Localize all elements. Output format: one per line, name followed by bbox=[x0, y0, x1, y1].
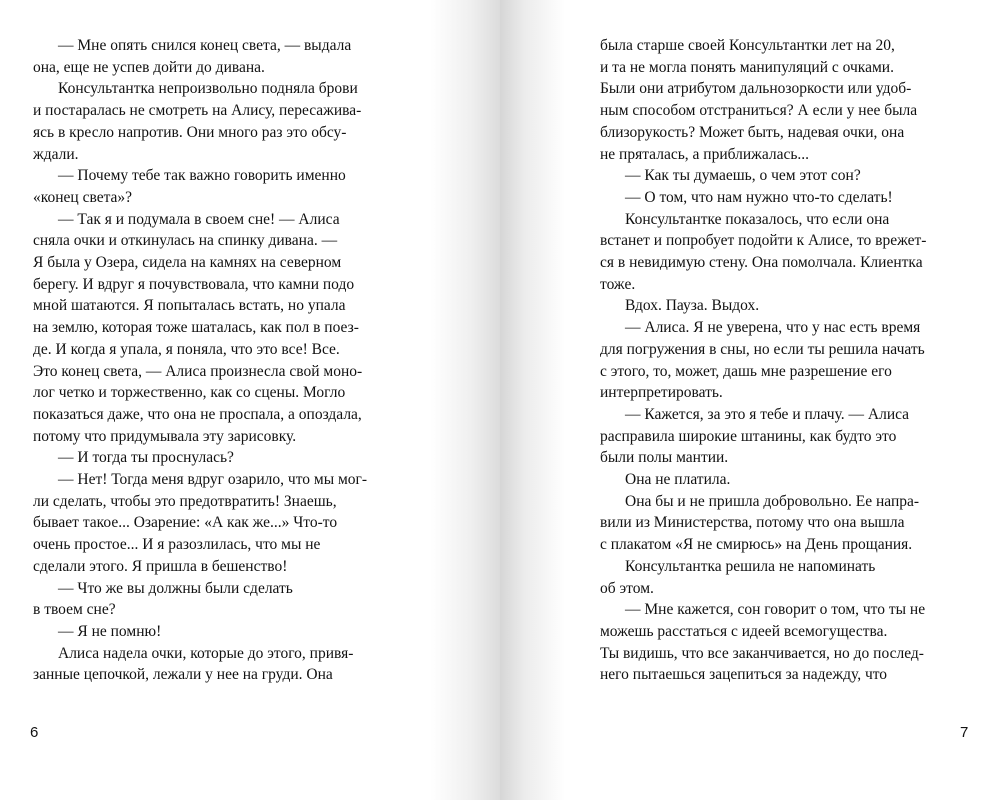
text-line: с этого, то, может, дашь мне разрешение его bbox=[600, 362, 892, 380]
right-page-text bbox=[600, 35, 926, 686]
text-line: и та не могла понять манипуляций с очками. bbox=[600, 58, 894, 76]
text-line: — И тогда ты проснулась? bbox=[58, 449, 234, 467]
text-line: лог четко и торжественно, как со сцены. Могло bbox=[33, 384, 346, 402]
text-line: потому что придумывала эту зарисовку. bbox=[33, 427, 297, 445]
text-line: Ты видишь, что все заканчивается, но до послед- bbox=[600, 644, 924, 662]
text-line: Консультантка решила не напоминать bbox=[625, 557, 876, 575]
text-line: можешь расстаться с идеей всемогущества. bbox=[600, 622, 888, 640]
left-page-number: 6 bbox=[30, 724, 39, 741]
text-line: сняла очки и откинулась на спинку дивана. — bbox=[33, 232, 338, 250]
text-line: Она не платила. bbox=[625, 471, 731, 489]
text-line: берегу. И вдруг я почувствовала, что камни подо bbox=[33, 275, 355, 293]
text-line: не пряталась, а приближалась... bbox=[600, 145, 810, 163]
text-line: она, еще не успев дойти до дивана. bbox=[33, 58, 265, 76]
text-line: мной шатаются. Я попыталась встать, но упала bbox=[33, 297, 346, 315]
text-line: встанет и попробует подойти к Алисе, то врежет- bbox=[600, 232, 927, 250]
text-line: — О том, что нам нужно что-то сделать! bbox=[625, 188, 893, 206]
right-page-number: 7 bbox=[960, 724, 969, 741]
text-line: Консультантка непроизвольно подняла брови bbox=[58, 80, 358, 98]
text-line: — Кажется, за это я тебе и плачу. — Алиса bbox=[625, 405, 910, 423]
text-line: сделали этого. Я пришла в бешенство! bbox=[33, 557, 288, 575]
text-line: об этом. bbox=[600, 579, 654, 597]
left-page-text bbox=[33, 35, 367, 686]
text-line: него пытаешься зацепиться за надежду, что bbox=[600, 666, 888, 684]
text-line: Консультантке показалось, что если она bbox=[625, 210, 890, 228]
text-line: ным способом отстраниться? А если у нее была bbox=[600, 102, 918, 120]
text-line: — Алиса. Я не уверена, что у нас есть время bbox=[625, 319, 921, 337]
text-line: Были они атрибутом дальнозоркости или удоб- bbox=[600, 80, 912, 98]
text-line: на землю, которая тоже шаталась, как пол в поез- bbox=[33, 319, 359, 337]
text-line: — Мне кажется, сон говорит о том, что ты не bbox=[625, 601, 926, 619]
text-line: — Так я и подумала в своем сне! — Алиса bbox=[58, 210, 340, 228]
text-line: интерпретировать. bbox=[600, 384, 723, 402]
text-line: — Мне опять снился конец света, — выдала bbox=[58, 37, 352, 54]
text-line: — Нет! Тогда меня вдруг озарило, что мы мог- bbox=[58, 471, 368, 489]
text-line: Это конец света, — Алиса произнесла свой моно- bbox=[33, 362, 363, 380]
text-line: тоже. bbox=[600, 275, 636, 293]
text-line: ясь в кресло напротив. Они много раз это обсу- bbox=[33, 123, 347, 141]
text-line: — Что же вы должны были сделать bbox=[58, 579, 293, 597]
right-page bbox=[500, 0, 1000, 800]
text-line: близорукость? Может быть, надевая очки, она bbox=[600, 123, 905, 141]
text-line: Она бы и не пришла добровольно. Ее напра- bbox=[625, 492, 920, 510]
text-line: Вдох. Пауза. Выдох. bbox=[625, 297, 760, 315]
text-line: — Почему тебе так важно говорить именно bbox=[58, 167, 346, 185]
text-line: «конец света»? bbox=[33, 188, 133, 206]
text-line: с плакатом «Я не смирюсь» на День прощания. bbox=[600, 536, 913, 554]
text-line: ждали. bbox=[33, 145, 79, 163]
text-line: в твоем сне? bbox=[33, 601, 116, 619]
text-line: расправила широкие штанины, как будто это bbox=[600, 427, 897, 445]
text-line: для погружения в сны, но если ты решила начать bbox=[600, 340, 925, 358]
text-line: Алиса надела очки, которые до этого, привя- bbox=[58, 644, 354, 662]
text-line: — Как ты думаешь, о чем этот сон? bbox=[625, 167, 861, 185]
text-line: — Я не помню! bbox=[58, 622, 162, 640]
text-line: де. И когда я упала, я поняла, что это все! Все. bbox=[33, 340, 340, 358]
text-line: ли сделать, чтобы это предотвратить! Знаешь, bbox=[33, 492, 337, 510]
text-line: Я была у Озера, сидела на камнях на северном bbox=[33, 254, 342, 272]
text-line: очень простое... И я разозлилась, что мы не bbox=[33, 536, 321, 554]
text-line: показаться даже, что она не проспала, а опоздала, bbox=[33, 405, 362, 423]
text-line: ся в невидимую стену. Она помолчала. Клиентка bbox=[600, 254, 923, 272]
text-line: была старше своей Консультантки лет на 20, bbox=[600, 37, 895, 54]
text-line: и постаралась не смотреть на Алису, пересажива- bbox=[33, 102, 362, 120]
text-line: вили из Министерства, потому что она вышла bbox=[600, 514, 905, 532]
text-line: были полы мантии. bbox=[600, 449, 729, 467]
text-line: занные цепочкой, лежали у нее на груди. Она bbox=[33, 666, 333, 684]
text-line: бывает такое... Озарение: «А как же...» Что-то bbox=[33, 514, 338, 532]
